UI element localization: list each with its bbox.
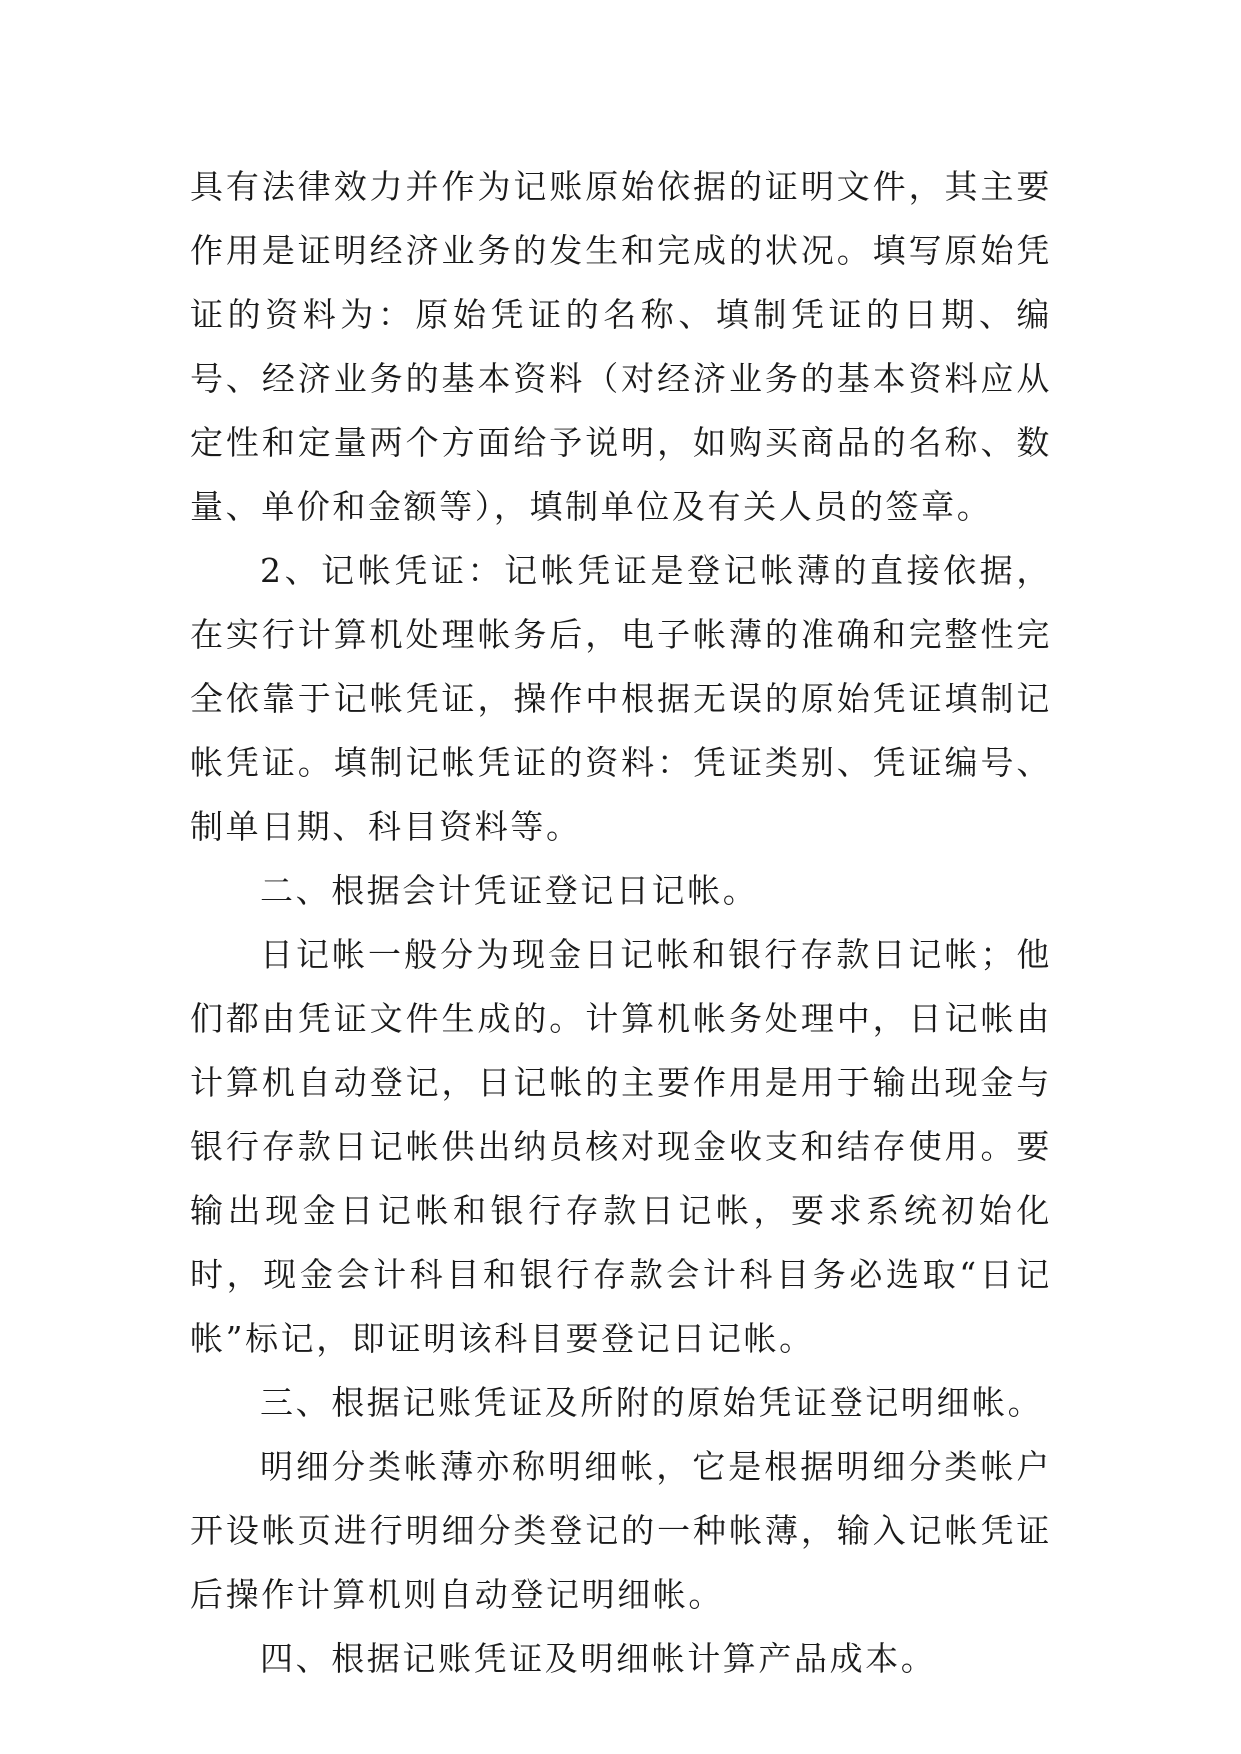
section-heading-product-cost: 四、根据记账凭证及明细帐计算产品成本。 (260, 1639, 937, 1678)
section-heading-journal: 二、根据会计凭证登记日记帐。 (260, 871, 759, 910)
paragraph-original-voucher-continued: 具有法律效力并作为记账原始依据的证明文件，其主要作用是证明经济业务的发生和完成的状况。填写原始凭证的资料为：原始凭证的名称、填制凭证的日期、编号、经济业务的基本资料（对经济业务的基本资料应从定性和定量两个方面给予说明，如购买商品的名称、数量、单价和金额等），填制单位及有关人员的签章。 (190, 167, 1052, 526)
section-heading-subsidiary-ledger: 三、根据记账凭证及所附的原始凭证登记明细帐。 (260, 1383, 1044, 1422)
paragraph-bookkeeping-voucher: 2、记帐凭证：记帐凭证是登记帐薄的直接依据，在实行计算机处理帐务后，电子帐薄的准确和完整性完全依靠于记帐凭证，操作中根据无误的原始凭证填制记帐凭证。填制记帐凭证的资料：凭证类别、凭证编号、制单日期、科目资料等。 (190, 551, 1052, 846)
paragraph-subsidiary-ledger: 明细分类帐薄亦称明细帐，它是根据明细分类帐户开设帐页进行明细分类登记的一种帐薄，输入记帐凭证后操作计算机则自动登记明细帐。 (190, 1447, 1052, 1614)
document-body (190, 155, 1052, 1691)
paragraph-journal: 日记帐一般分为现金日记帐和银行存款日记帐；他们都由凭证文件生成的。计算机帐务处理中，日记帐由计算机自动登记，日记帐的主要作用是用于输出现金与银行存款日记帐供出纳员核对现金收支和结存使用。要输出现金日记帐和银行存款日记帐，要求系统初始化时，现金会计科目和银行存款会计科目务必选取“日记帐”标记，即证明该科目要登记日记帐。 (190, 935, 1052, 1358)
